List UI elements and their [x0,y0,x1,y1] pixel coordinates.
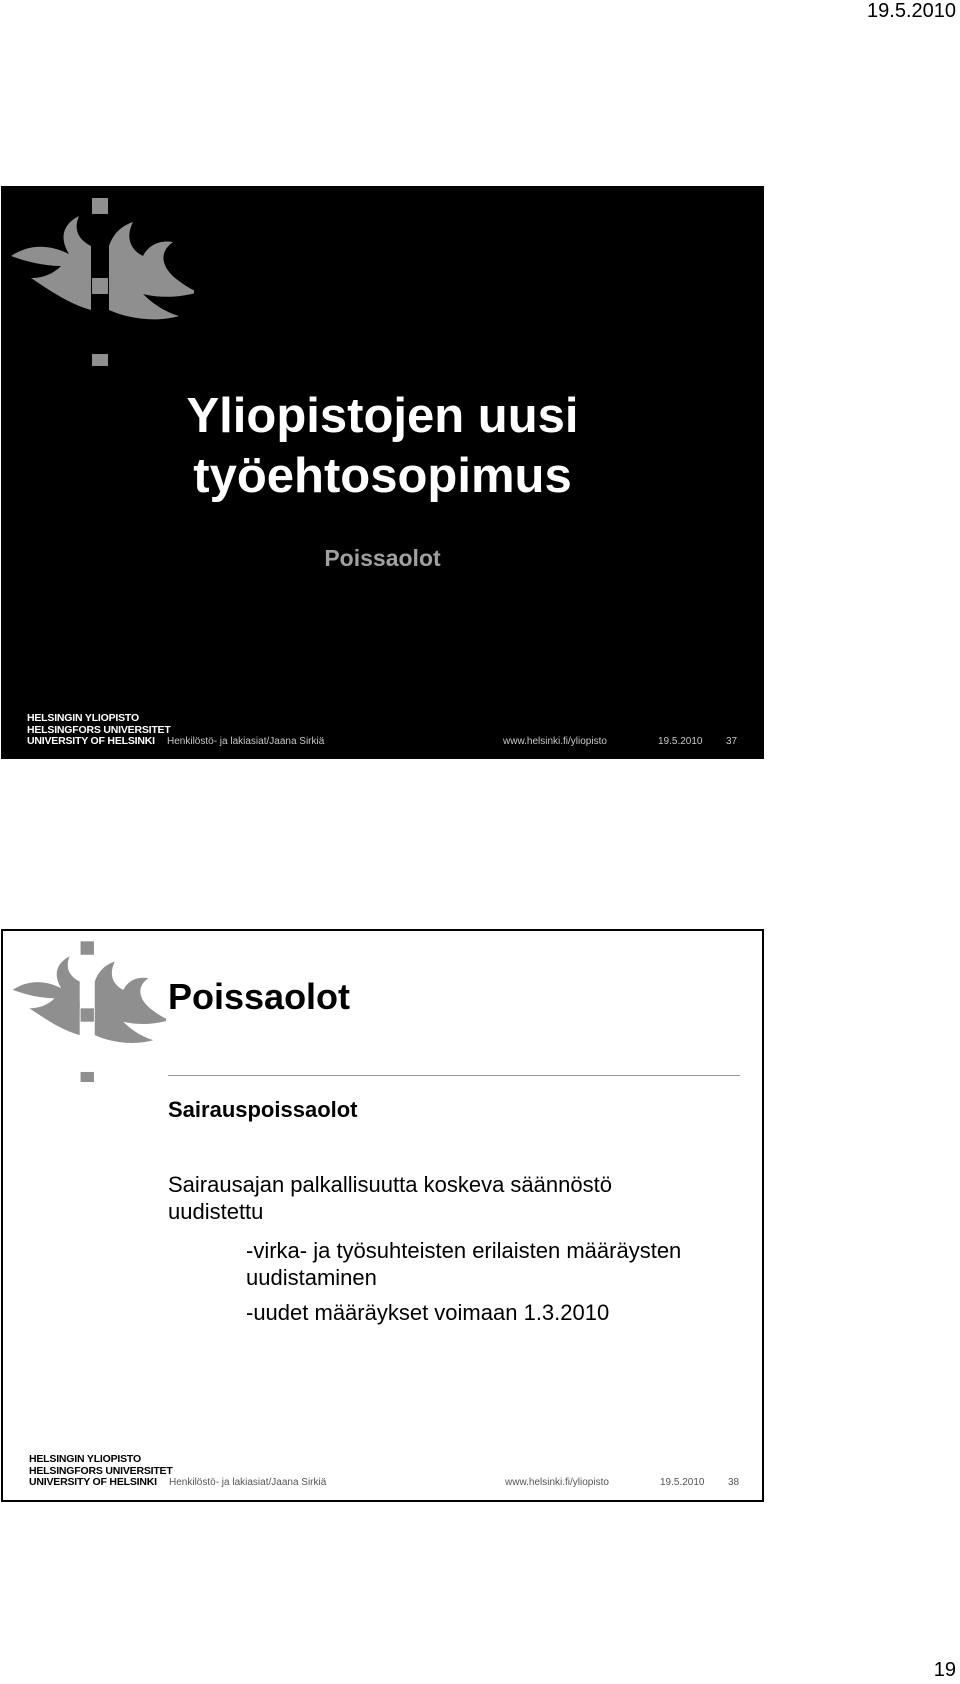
slide-title-line: Yliopistojen uusi [186,389,579,443]
slide-title-line: työehtosopimus [193,449,572,503]
footer-author: Henkilöstö- ja lakiasiat/Jaana Sirkiä [167,736,325,747]
footer-slide-number: 37 [726,736,738,747]
body-bullet: -virka- ja työsuhteisten erilaisten määräysten uudistaminen [246,1238,682,1290]
university-name-en: UNIVERSITY OF HELSINKI [29,1476,157,1488]
footer-date: 19.5.2010 [658,736,703,747]
university-name-fi: HELSINGIN YLIOPISTO [27,712,139,724]
slide-38 [1,929,764,1502]
footer-url[interactable]: www.helsinki.fi/yliopisto [503,736,607,747]
slide-37 [1,186,764,759]
footer-url[interactable]: www.helsinki.fi/yliopisto [505,1477,609,1488]
footer-slide-number: 38 [728,1477,740,1488]
university-logo-icon [11,938,166,1082]
page-number: 19 [933,1659,956,1681]
university-name-fi: HELSINGIN YLIOPISTO [29,1453,141,1465]
university-name-sv: HELSINGFORS UNIVERSITET [27,723,171,736]
university-logo-icon [9,194,194,366]
slide-title: Poissaolot [168,976,351,1017]
university-name [27,713,171,748]
footer-author: Henkilöstö- ja lakiasiat/Jaana Sirkiä [169,1477,327,1488]
slide-subtitle: Poissaolot [324,545,441,571]
slide-title [1,386,764,506]
title-divider [168,1075,740,1076]
footer-date: 19.5.2010 [660,1477,705,1488]
slide-footer [3,1440,762,1500]
body-bullet: -uudet määräykset voimaan 1.3.2010 [246,1300,610,1325]
page-date: 19.5.2010 [867,0,956,22]
slide-footer [1,699,764,759]
section-heading: Sairauspoissaolot [168,1097,358,1122]
university-name [29,1454,173,1489]
university-name-en: UNIVERSITY OF HELSINKI [27,735,155,747]
university-name-sv: HELSINGFORS UNIVERSITET [29,1464,173,1477]
body-paragraph: Sairausajan palkallisuutta koskeva säännöstö uudistettu [168,1172,612,1224]
